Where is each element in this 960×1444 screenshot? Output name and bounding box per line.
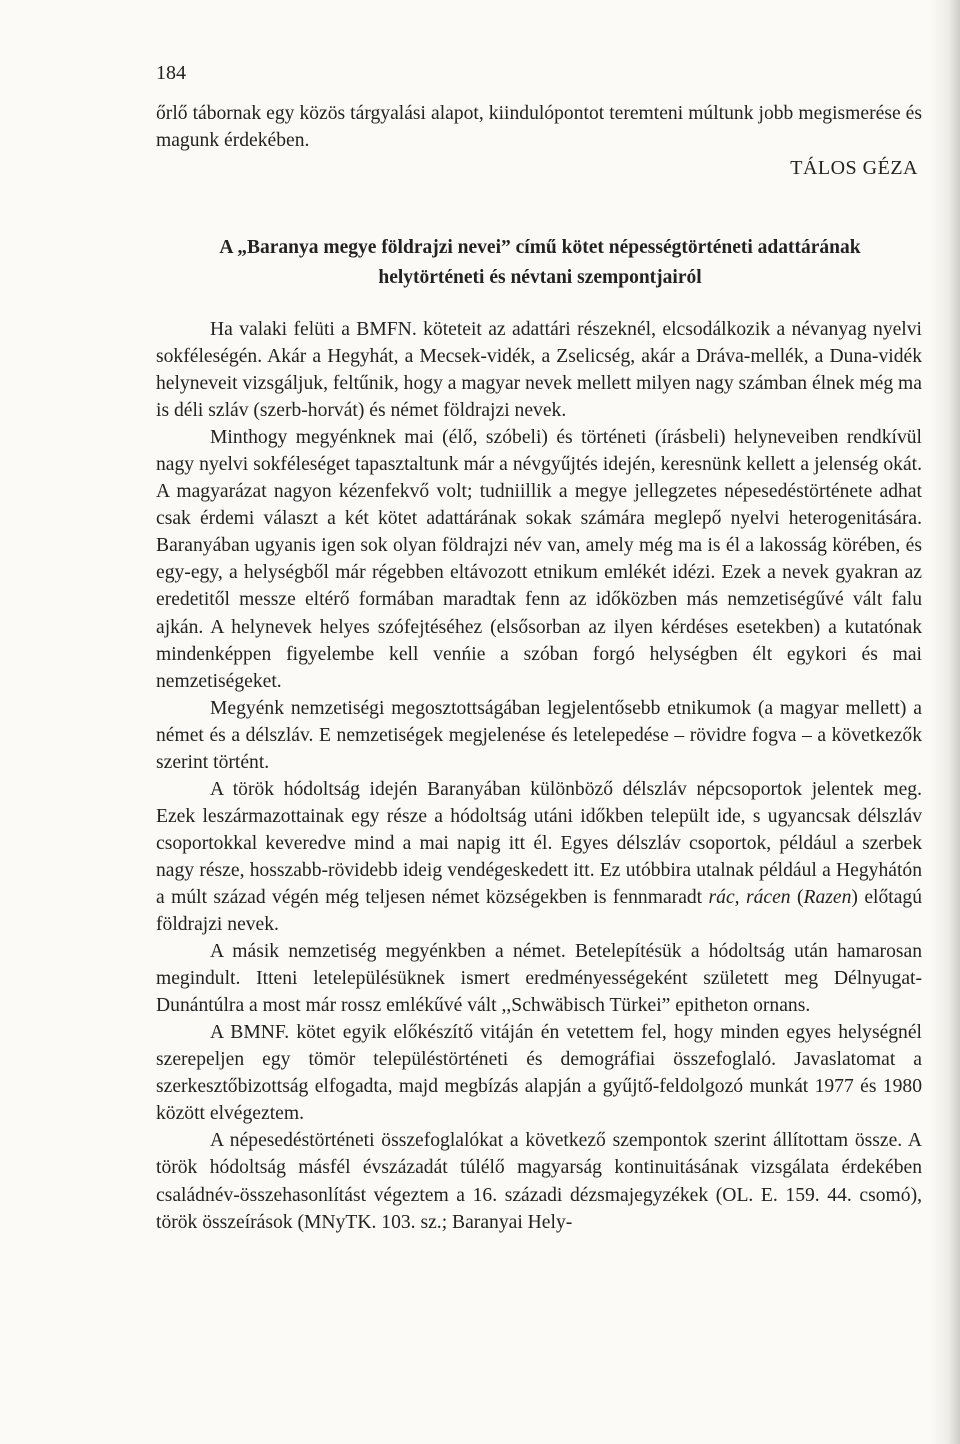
article-title: [150, 233, 930, 293]
paragraph-4-ending: előtagú földrajzi nevek.: [156, 886, 922, 936]
intro-paragraph: [156, 100, 922, 154]
article-title-line-1: A „Baranya megye földrajzi nevei” című kötet népességtörténeti adattárának: [219, 237, 861, 258]
page-edge-shadow: [930, 0, 960, 1444]
paragraph-4-paren-close: ): [851, 886, 858, 908]
article-body: [156, 316, 922, 1236]
paragraph-4: [156, 776, 922, 938]
paragraph-2: Minthogy megyénknek mai (élő, szóbeli) és történeti (írásbeli) helyneveiben rendkívül nagy nyelvi sokféleséget tapasztaltunk már a névgyűjtés idején, keresnünk kellett a jelenség okát. A magyarázat nagyon kézenfekvő volt; tudniillik a megye jellegzetes népesedéstörténete adhat csak érdemi választ a két kötet adattárának sokak számára meglepő nyelvi heterogenitására. Baranyában ugyanis igen sok olyan földrajzi név van, amely még ma is él a lakosság körében, és egy-egy, a helységből már régebben eltávozott etnikum emlékét idézi. Ezek a nevek gyakran az eredetitől messze eltérő formában maradtak fenn az időközben más nemzetiségűvé vált falu ajkán. A helynevek helyes szófejtéséhez (elsősorban az ilyen kérdéses esetekben) a kutatónak mindenképpen figyelembe kell venńie a szóban forgó helységben élt egykori és mai nemzetiségeket.: [156, 427, 922, 692]
article-title-line-2: helytörténeti és névtani szempontjairól: [378, 267, 702, 288]
paragraph-5: A másik nemzetiség megyénkben a német. Betelepítésük a hódoltság után hamarosan megindult. Itteni letelepülésüknek ismert eredményességeként született meg Délnyugat-Dunántúlra a most már rossz emlékűvé vált ,,Schwäbisch Türkei” epitheton ornans.: [156, 941, 922, 1017]
paragraph-7: A népesedéstörténeti összefoglalókat a következő szempontok szerint állítottam össze. A török hódoltság másfél évszázadát túlélő magyarság kontinuitásának vizsgálata érdekében családnév-összehasonlítást végeztem a 16. századi dézsmajegyzékek (OL. E. 159. 44. csomó), török összeírások (MNyTK. 103. sz.; Baranyai Hely-: [156, 1130, 922, 1233]
paragraph-4-paren-open: (: [790, 886, 804, 908]
paragraph-4-italic-razen: Razen: [803, 886, 852, 908]
intro-text: őrlő tábornak egy közös tárgyalási alapot, kiindulópontot teremteni múltunk jobb megismerése és magunk érdekében.: [156, 103, 922, 152]
article-author: TÁLOS GÉZA: [790, 157, 918, 179]
page-number: 184: [156, 62, 186, 84]
paragraph-6: A BMNF. kötet egyik előkészítő vitáján én vetettem fel, hogy minden egyes helységnél szerepeljen egy tömör településtörténeti és demográfiai összefoglaló. Javaslatomat a szerkesztőbizottság elfogadta, majd megbízás alapján a gyűjtő-feldolgozó munkát 1977 és 1980 között elvégeztem.: [156, 1022, 922, 1125]
paragraph-3: Megyénk nemzetiségi megosztottságában legjelentősebb etnikumok (a magyar mellett) a német és a délszláv. E nemzetiségek megjelenése és letelepedése – rövidre fogva – a következők szerint történt.: [156, 697, 922, 773]
paragraph-4-italic-rac: rác, rácen: [708, 886, 791, 908]
paragraph-4-text: A török hódoltság idején Baranyában különböző délszláv népcsoportok jelentek meg. Ezek leszármazottainak egy része a hódoltság utáni időkben települt ide, s ugyancsak délszláv csoportokkal keveredve mind a mai napig itt él. Egyes délszláv csoportok, például a szerbek nagy része, hosszabb-rövidebb ideig vendégeskedett itt. Ez utóbbira utalnak például a Hegyhátón a múlt század végén még teljesen német községekben is fennmaradt: [156, 778, 922, 908]
paragraph-1: Ha valaki felüti a BMFN. köteteit az adattári részeknél, elcsodálkozik a névanyag nyelvi sokféleségén. Akár a Hegyhát, a Mecsek-vidék, a Zselicség, akár a Dráva-mellék, a Duna-vidék helyneveit vizsgáljuk, feltűnik, hogy a magyar nevek mellett milyen nagy számban élnek még ma is déli szláv (szerb-horvát) és német földrajzi nevek.: [156, 319, 922, 422]
